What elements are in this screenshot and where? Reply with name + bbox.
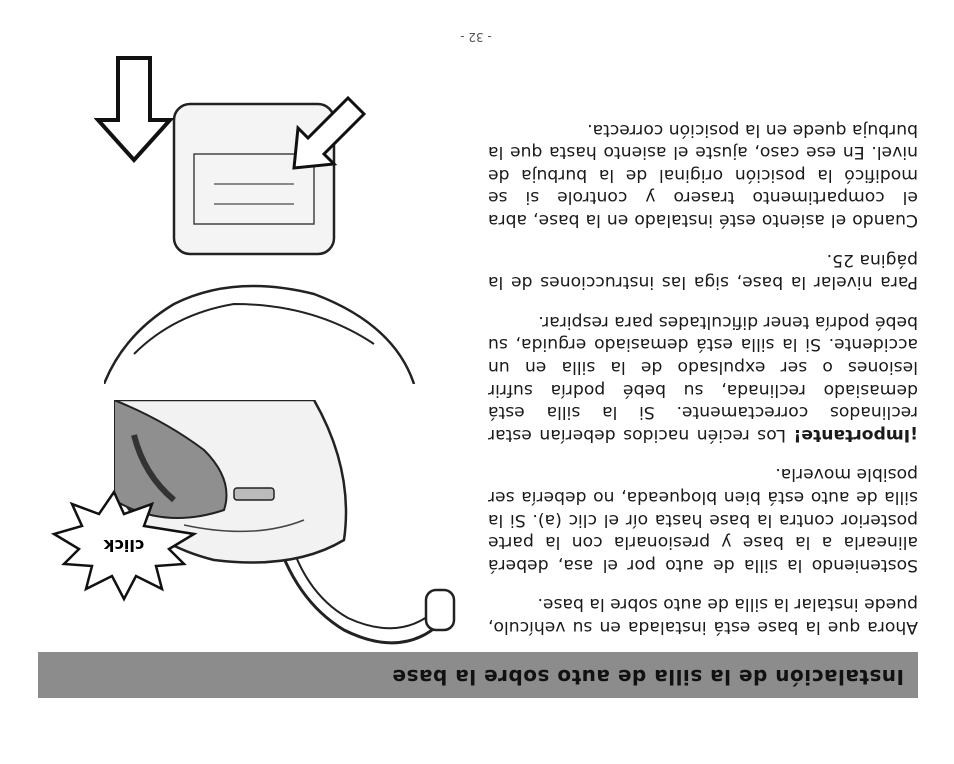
paragraph-2: Sosteniendo la silla de auto por el asa, deberá alinearla a la base y presionarla con la parte posterior contra la base hasta oír el clic (a). Si la silla de auto está bien bloqueada, no debería ser posible moverla. [488,464,918,575]
up-arrow-icon [94,54,174,164]
click-callout [14,464,214,664]
paragraph-5: Cuando el asiento esté instalado en la base, abra el compartimento trasero y controle si se modificó la posición original de la burbuja de nivel. En ese caso, ajuste el asiento hasta que la burbuja quede en la posición correcta. [488,119,918,231]
paragraph-4: Para nivelar la base, siga las instrucciones de la página 25. [488,249,918,293]
page-number: - 32 - [460,30,492,44]
paragraph-1: Ahora que la base está instalada en su vehículo, puede instalar la silla de auto sobre la base. [488,594,918,637]
click-label: click [103,536,145,555]
section-title: Instalación de la silla de auto sobre la base [391,665,904,689]
instruction-text [488,101,918,638]
important-label: ¡Importante! [793,424,918,445]
important-text: Los recién nacidos deberían estar reclinados correctamente. Si la silla está demasiado reclinada, su bebé podría sufrir lesiones o ser expulsado de la silla en un accidente. Si la silla está demasiado erguida, su bebé podría tener dificultades para respirar. [488,311,918,445]
paragraph-3 [488,310,918,446]
